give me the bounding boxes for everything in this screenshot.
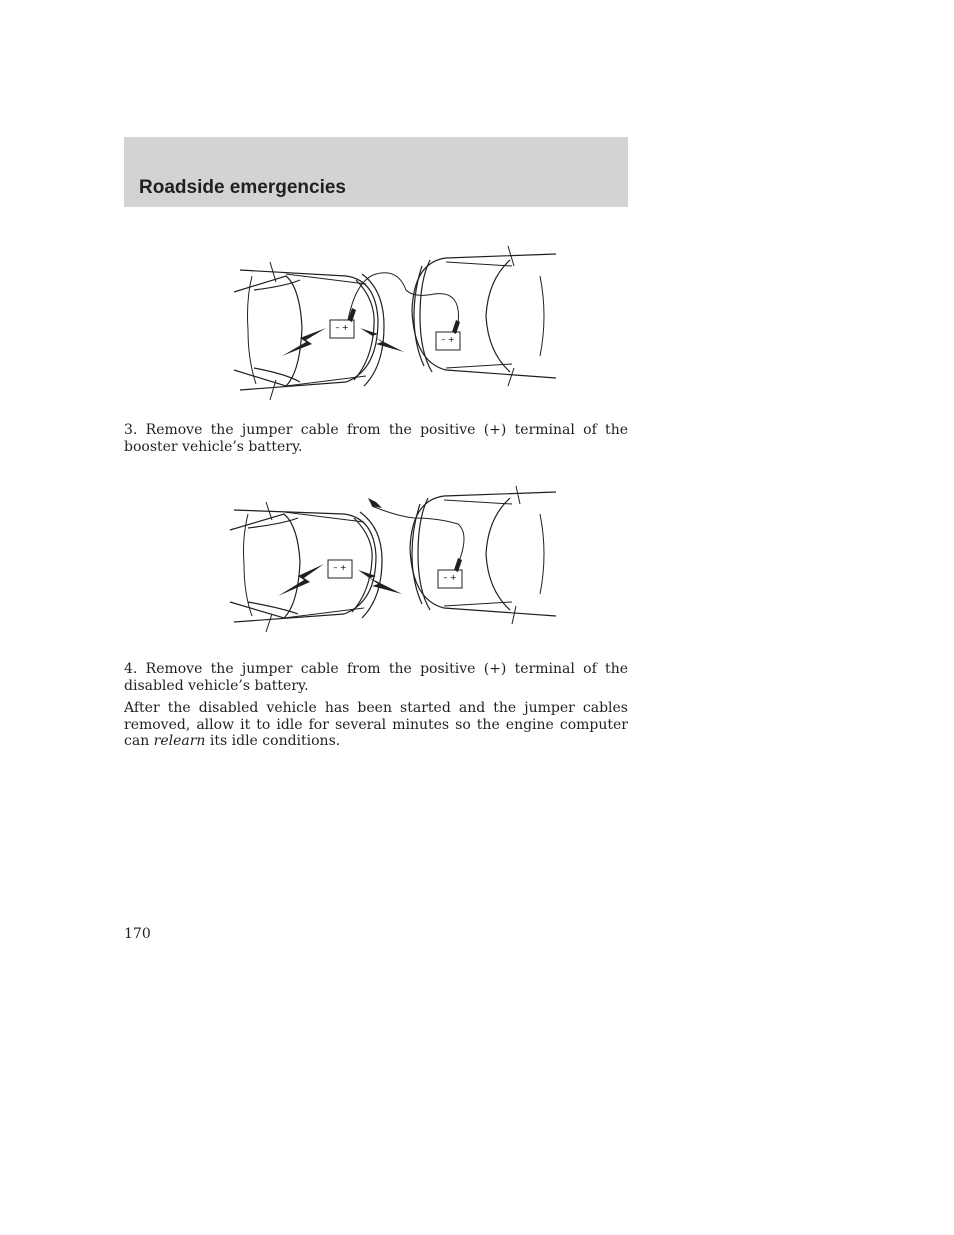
section-header-band [124,137,628,207]
booster-battery-label: – + [443,573,457,582]
disabled-battery-icon [328,560,352,578]
section-title: Roadside emergencies [139,177,346,198]
jump-start-diagram-1 [226,240,566,412]
jump-start-diagram-2-svg [226,484,566,634]
relearn-emphasis: relearn [153,733,206,749]
jump-start-diagram-1-svg [226,240,566,412]
booster-battery-icon [438,570,462,588]
lightning-bolt-icon [278,564,324,596]
jump-start-diagram-2 [226,484,566,634]
jumper-cable [348,273,459,324]
step-3-text: 3. Remove the jumper cable from the positive (+) terminal of the booster vehicle’s battery. [124,422,628,455]
after-start-suffix: its idle conditions. [205,733,341,749]
disabled-battery-label: – + [335,323,349,332]
disabled-vehicle-drawing [230,502,382,632]
disabled-vehicle-drawing [234,262,384,400]
booster-battery-label: – + [441,335,455,344]
disabled-battery-icon [330,320,354,338]
cable-clamp-icon [368,498,382,508]
disabled-battery-label: – + [333,563,347,572]
step-4-text: 4. Remove the jumper cable from the positive (+) terminal of the disabled vehicle’s battery. [124,661,628,694]
booster-vehicle-drawing [410,486,556,624]
booster-vehicle-drawing [412,246,556,386]
after-start-prefix: After the disabled vehicle has been started and the jumper cables removed, allow it to idle for several minutes so the engine computer can [124,700,628,749]
after-start-note [124,700,628,750]
booster-battery-icon [436,332,460,350]
lightning-bolt-icon [282,328,326,356]
page-number: 170 [124,926,151,942]
